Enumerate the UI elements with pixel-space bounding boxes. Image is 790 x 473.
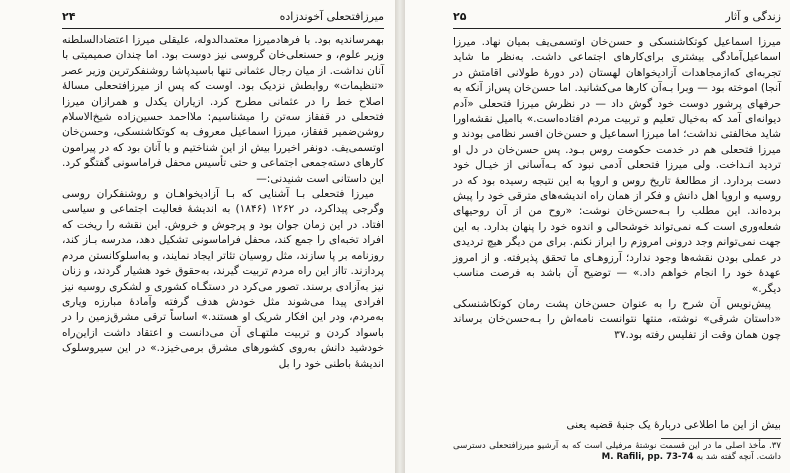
running-head: زندگی و آثار [725,10,781,23]
footnote [453,441,781,463]
last-line: بیش از این ما اطلاعی دربارهٔ یک جنبهٔ قضیه یعنی [566,419,781,431]
page-body [62,33,384,372]
page-header [62,8,384,26]
footnote-rule [661,438,781,439]
header-rule [453,28,781,29]
footnote-citation: M. Rafili, pp. 73-74 [601,452,694,462]
page-number: ۲۵ [453,10,467,23]
page-header [453,8,781,26]
book-gutter [395,0,405,473]
header-rule [62,28,384,29]
paragraph: بهمرساندیه بود. با فرهادمیرزا معتمدالدوله، علیقلی میرزا اعتضادالسلطنه وزیر علوم، و حسنعلی‌خان گروسی نیز دوست بود. اما چندان صمیمیتی با آنان نداشت. از میان رجال عثمانی تنها باسید‌پاشا روشنفکرترین وزیر عصر «تنظیمات» روابطش نزدیک بود. اوست که پس از میرزافتحعلی مسالهٔ اصلاح خط را در عثمانی مطرح کرد. ازیاران یکدل و همرازان میرزا فتحعلی در قفقاز سه‌تن را میشناسیم: ملااحمد حسین‌زاده شیخ‌الاسلام روشن‌ضمیر قفقاز، میرزا اسماعیل معروف به کوتکاشنسکی، وحسن‌خان اوتسمی‌یف. دونفر اخیررا بیش از این شناختیم و با آنان بود که در پیرامون کارهای دسته‌جمعی اجتماعی و حتی تأسیس محفل فراماسونی گفتگو کرد. این داستانی است شنیدنی:— [62,34,384,185]
right-page [405,0,790,473]
footnote-text: ۳۷. مأخذ اصلی ما در این قسمت نوشتهٔ مرفیلی است که به آرشیو میرزافتحعلی دسترسی داشت. آنچه گفته شد به [453,441,781,462]
page-body [453,35,781,343]
paragraph: میرزا فتحعلی بـا آشنایی که بـا آزادیخواهـان و روشنفکران روسی وگرجی پیداکرد، در ۱۲۶۲ (۱۸۴۶) به اندیشهٔ فعالیت اجتماعی و سیاسی افتاد. در این زمان جوان بود و پرجوش و خروش. این نقشه را ریخت که افراد تخبه‌ای را جمع کند، محفل فراماسونی تشکیل دهد، مدرسه بـاز کند، روزنامه بر پا سازند، مثل روسیان تئاتر ایجاد نمایند، و به‌اسلوکانستن مردم پردازند. تااز این راه مردم تربیت گیرند، به‌حقوق خود هشیار گردند، و زنان نیز به‌آزادی برسند. تصور می‌کرد در دستگـاه کشوری و لشکری روسیه نیز افرادی پیدا می‌شوند مثل خودش هدف گرفته وآمادهٔ مبارزه ویاری به‌مردم، ودر این افکار شریک او هستند.» اساساً ترقی مشرق‌زمین را در باسواد کردن و تربیت ملتهـای آن می‌دانست و اعتقاد داشت ازاین‌راه خودشید دانش به‌روی کشورهای مشرق برمی‌خیزد.» در این سیروسلوک اندیشهٔ باطنی خود را بل [62,188,384,370]
paragraph: میرزا اسماعیل کوتکاشنسکی و حسن‌خان اوتسمی‌یف بمیان نهاد. میرزا اسماعیل‌آمادگی بیشتری برای‌کارهای اجتماعی داشت. به‌نظر ما شاید تجربه‌ای که‌ازمجاهدات آزادیخواهان لهستان (در دورهٔ طولانی اقامتش در آنجا) اموخته بود — وبرا بـه‌آن کارها می‌کشانید. اما حسن‌خان پس‌از آنکه به حرفهای پرشور دوست خود گوش داد — در نظرش میرزا فتحعلی «آدم دیوانه‌ای آمد که به‌خیال تعلیم و تربیت مردم افتاده‌است.» باامیل نقشه‌اورا شاید مخالفتی نداشت؛ اما میرزا اسماعیل و حسن‌خان افسر نظامی بودند و میرزا فتحعلی هم در خدمت حکومت روس بـود. پس حسن‌خان در دل او تردید انـداخت. ولی میرزا فتحعلی آدمی نبود که بـه‌آسانی از خیـال خود دست بردارد. از مطالعهٔ تاریخ روس و اروپا به این نتیجه رسیده بود که در روسیه و اروپا اهل دانش و فکر از همان راه اندیشه‌های مترقی خود را پیش برده‌اند. این مطلب را بـه‌حسن‌خان نوشت: «روح من از آن روحیهای شعله‌وری است کـه نمی‌تواند خوشحالی و اندوه خود را پنهان بدارد. به این جهت نمی‌توانم وجد درونی امروزم را ابراز نکنم. برای من دیگر هیچ تردیدی در عملی بودن نقشه‌ها وجود ندارد؛ آرزوهـای ما تحقق پذیرفته. و از امروز عهدهٔ خود را انجام خواهم داد.» — توضیح آن باشد به فرصت مناسب دیگر.» [453,36,781,295]
running-head: میرزافتحعلی آخوندزاده [279,10,384,23]
paragraph: پیش‌نویس آن شرح را به عنوان حسن‌خان پشت رمان کوتکاشنسکی «داستان شرقی» نوشته، منتها نتوانست نامه‌اش را بـه‌حسن‌خان برساند چون همان وقت از تفلیس رفته بود.۳۷ [453,297,781,341]
page-number: ۲۴ [62,10,76,23]
